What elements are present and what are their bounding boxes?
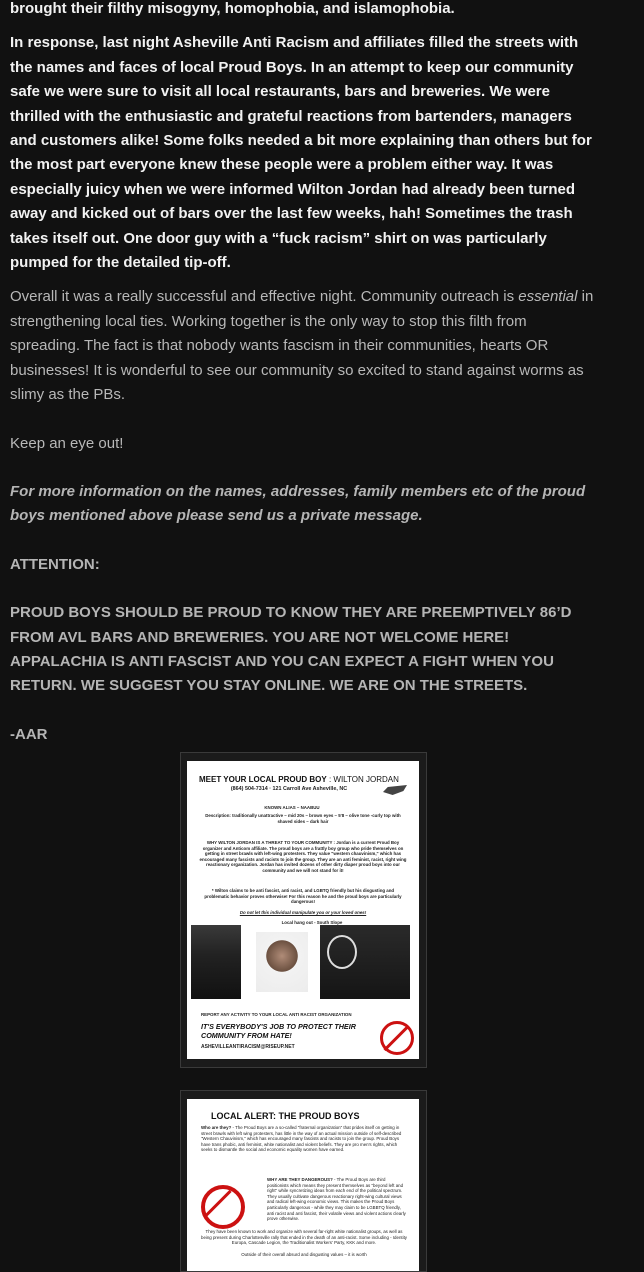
flyer1-title-b: : WILTON JORDAN bbox=[326, 775, 399, 784]
paragraph-warning-caps: PROUD BOYS SHOULD BE PROUD TO KNOW THEY ARE PREEMPTIVELY 86’D FROM AVL BARS AND BREWERIES. YOU ARE NOT WELCOME HERE! APPALACHIA IS ANTI FASCIST AND YOU CAN EXPECT A FIGHT WHEN YOU RETURN. WE SUGGEST YOU STAY ONLINE. WE ARE ON THE STREETS. bbox=[10, 604, 572, 695]
flyer1-contact: (864) 504-7314 · 121 Carroll Ave Asheville, NC bbox=[230, 786, 348, 792]
overall-text-b: in strengthening local ties. Working together is the only way to stop this filth from spreading. The fact is that nobody wants fascism in their communities, hearts OR businesses! It is wonderful to see our community so excited to stand against worms as slimy as the PBs. bbox=[10, 288, 594, 404]
flyer-wilton-jordan-frame[interactable] bbox=[180, 752, 427, 1068]
flyer2-title: LOCAL ALERT: THE PROUD BOYS bbox=[211, 1111, 360, 1121]
flyer1-warning: Do not let this individual manipulate you or your loved ones! bbox=[239, 910, 367, 915]
flyer1-hangout: Local hang out - South Slope bbox=[281, 920, 343, 925]
flyer-local-alert-frame[interactable] bbox=[180, 1090, 427, 1272]
paragraph-response: In response, last night Asheville Anti Racism and affiliates filled the streets with the names and faces of local Proud Boys. In an attempt to keep our community safe we were sure to visit all local restaurants, bars and breweries. We were thrilled with the enthusiastic and grateful reactions from bartenders, managers and customers alike! Some folks needed a bit more explaining than others but for the most part everyone knew these people were a problem either way. It was especially juicy when we were informed Wilton Jordan had already been turned away and kicked out of bars over the last few weeks, hah! Sometimes the trash takes itself out. One door guy with a “fuck racism” shirt on was particularly pumped for the detailed tip-off. bbox=[10, 34, 592, 272]
paragraph-attention: ATTENTION: bbox=[10, 555, 100, 573]
photo-wilton-portrait bbox=[256, 932, 308, 992]
flyer2-outside: Outside of their overall absurd and disgusting values – it is worth bbox=[241, 1252, 367, 1257]
flyer1-email: ASHEVILLEANTIRACISM@RISEUP.NET bbox=[201, 1044, 295, 1050]
flyer1-claims: * Wilton claims to be anti fascist, anti racist, and LGBTQ friendly but his disgusting and problematic behavior proves otherwise! For this reason he and the proud boys are particularly dangerous! bbox=[204, 888, 402, 905]
flyer1-title-a: MEET YOUR LOCAL PROUD BOY bbox=[199, 775, 327, 784]
flyer2-who-q: Who are they? bbox=[201, 1125, 232, 1130]
no-hate-symbol-icon bbox=[380, 1021, 414, 1055]
paragraph-opening-line: brought their filthy misogyny, homophobia, and islamophobia. bbox=[10, 0, 455, 17]
flyer2-who-text: - The Proud Boys are a so-called "fraternal organization" that prides itself on getting in street brawls with left wing protesters, has little in the way of an actual mission outside of self-described "Western Chauvinism," which has encouraged many fascists and racists to join the group. Proud Boys have trans phobic, anti feminist, white nationalist and violent beliefs. They are pro men's rights, which seeks to dismantle the social and economic equality women have earned. bbox=[201, 1125, 402, 1153]
paragraph-overall bbox=[10, 285, 600, 407]
paragraph-more-info: For more information on the names, addresses, family members etc of the proud boys mentioned above please send us a private message. bbox=[10, 482, 586, 525]
flyer1-report: REPORT ANY ACTIVITY TO YOUR LOCAL ANTI RACIST ORGANIZATION bbox=[201, 1012, 352, 1017]
flyer-wilton-jordan bbox=[187, 761, 419, 1059]
flyer2-danger bbox=[267, 1177, 407, 1222]
flyer1-alias: KNOWN ALIAS – NAABUU bbox=[264, 805, 320, 810]
paragraph-signature: -AAR bbox=[10, 725, 48, 743]
article-body bbox=[10, 0, 600, 747]
flyer2-danger-text: - The Proud Boys are third positionists which means they present themselves as "beyond left and right" while syncretizing ideas from each end of the political spectrum. They usually cultivate dangerous reactionary right-wing cultural views and radical left-wing economic views. This makes the Proud Boys particularly dangerous - while they may claim to be LGBBTQ friendly, anti racist and anti fascist, their volatile views and violent actions clearly prove otherwise. bbox=[267, 1177, 406, 1222]
photo-wilton-street bbox=[191, 925, 241, 999]
flyer2-who bbox=[201, 1125, 407, 1153]
flyer1-slogan: IT'S EVERYBODY'S JOB TO PROTECT THEIR COMMUNITY FROM HATE! bbox=[201, 1022, 356, 1040]
paragraph-keep-eye-out: Keep an eye out! bbox=[10, 434, 124, 452]
emphasis-essential: essential bbox=[518, 288, 578, 306]
highlight-circle bbox=[327, 935, 357, 969]
flyer1-title bbox=[199, 775, 409, 784]
overall-text-a: Overall it was a really successful and effective night. Community outreach is bbox=[10, 288, 519, 306]
flyer2-known: They have been known to work and organize with several far-right white nationalist groups, as well as being present during Charlottesville rally that ended in the death of an anti-racist. Some including - Identity Europa, Cascade Legion, the Traditionalist Workers' Party, KKK and more. bbox=[201, 1229, 407, 1246]
north-carolina-map-icon bbox=[383, 785, 407, 795]
flyer1-description: Description: traditionally unattractive – mid 20s – brown eyes – 5'8 – olive tone -curly top with shaved sides – dark hair bbox=[205, 813, 401, 824]
proud-boys-no-symbol-icon bbox=[201, 1185, 245, 1229]
flyer2-danger-q: WHY ARE THEY DANGEROUS? bbox=[267, 1177, 333, 1182]
flyer-local-alert bbox=[187, 1099, 419, 1271]
flyer1-threat: WHY WILTON JORDAN IS A THREAT TO YOUR COMMUNITY : Jordan is a current Proud Boy organizer and Anticom affiliate. The proud boys are a frattly boy group who pride themselves on getting in street brawls with left-wing protesters. They value "western chauvinism," which has encouraged many fascists and racists to join the group. They are an anti feminist, racist, right wing reactionary organization. Jordan has invited dozens of other dirty diaper proud boys into our community and we will not stand for it! bbox=[199, 840, 407, 873]
